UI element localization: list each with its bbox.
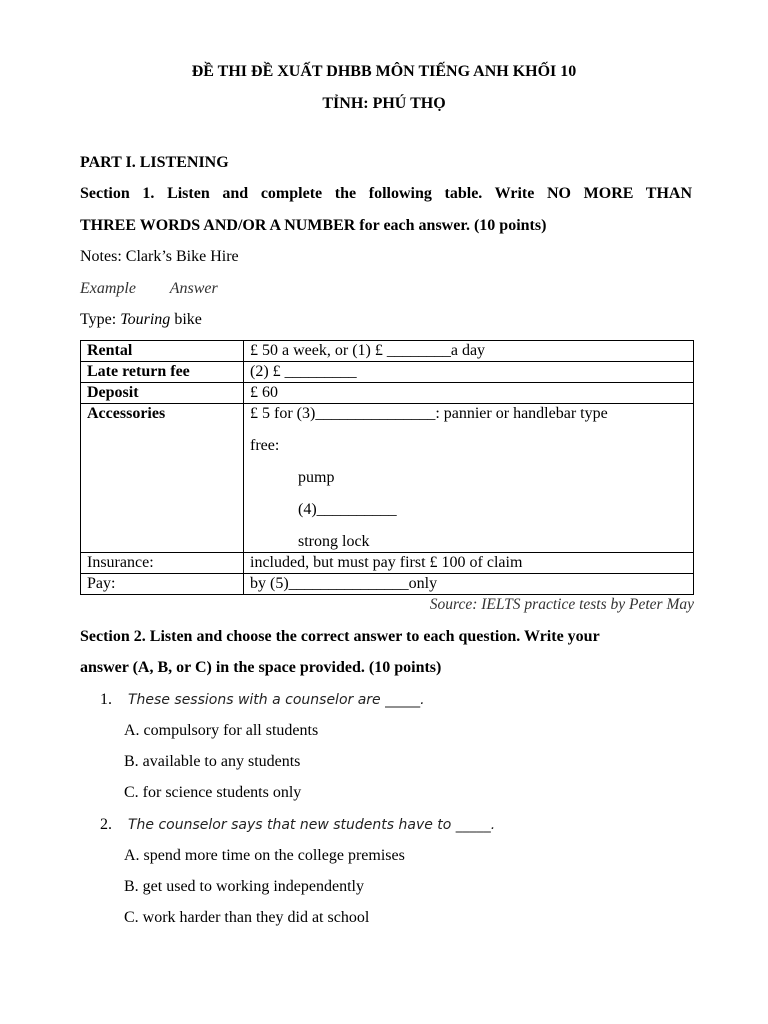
answer-label: Answer xyxy=(169,280,218,297)
accessories-line3: pump xyxy=(298,469,335,486)
insurance-value: included, but must pay first £ 100 of claim xyxy=(244,553,694,574)
question-1-option-c: C. for science students only xyxy=(124,784,302,801)
table-row-rental xyxy=(81,341,694,362)
table-row-accessories xyxy=(81,404,694,553)
accessories-line2: free: xyxy=(250,437,280,454)
section1-instruction-line2: THREE WORDS AND/OR A NUMBER for each answer. (10 points) xyxy=(80,217,547,234)
rental-value: £ 50 a week, or (1) £ ________a day xyxy=(244,341,694,362)
accessories-line5: strong lock xyxy=(298,533,370,550)
question-1-option-b: B. available to any students xyxy=(124,753,301,770)
type-prefix: Type: xyxy=(80,311,117,328)
insurance-key: Insurance: xyxy=(81,553,244,574)
question-number: 2. xyxy=(100,816,112,833)
question-text: These sessions with a counselor are _____. xyxy=(128,692,425,708)
section1-instruction-line1: Section 1. Listen and complete the following table. Write NO MORE THAN xyxy=(80,185,692,202)
question-number: 1. xyxy=(100,691,112,708)
source-citation: Source: IELTS practice tests by Peter May xyxy=(429,596,694,613)
deposit-value: £ 60 xyxy=(244,383,694,404)
pay-value: by (5)_______________only xyxy=(244,574,694,595)
table-row-insurance xyxy=(81,553,694,574)
pay-key: Pay: xyxy=(81,574,244,595)
example-row xyxy=(80,279,692,299)
notes-line: Notes: Clark’s Bike Hire xyxy=(80,248,239,265)
type-value: Touring xyxy=(120,311,171,328)
bike-hire-table xyxy=(80,340,694,595)
deposit-key: Deposit xyxy=(81,383,244,404)
rental-key: Rental xyxy=(81,341,244,362)
question-2 xyxy=(100,815,692,835)
accessories-line4: (4)__________ xyxy=(298,501,397,518)
example-label: Example xyxy=(80,280,136,297)
accessories-line1: £ 5 for (3)_______________: pannier or handlebar type xyxy=(250,405,608,422)
type-line xyxy=(80,310,692,330)
part-heading: PART I. LISTENING xyxy=(80,154,229,171)
province-title: TỈNH: PHÚ THỌ xyxy=(322,95,446,112)
document-title: ĐỀ THI ĐỀ XUẤT DHBB MÔN TIẾNG ANH KHỐI 10 xyxy=(191,63,577,80)
question-2-option-c: C. work harder than they did at school xyxy=(124,909,370,926)
question-1-option-a: A. compulsory for all students xyxy=(124,722,319,739)
type-suffix: bike xyxy=(174,311,202,328)
question-2-option-b: B. get used to working independently xyxy=(124,878,364,895)
question-2-option-a: A. spend more time on the college premises xyxy=(124,847,405,864)
question-text: The counselor says that new students have to _____. xyxy=(128,817,496,833)
late-fee-key: Late return fee xyxy=(81,362,244,383)
question-1 xyxy=(100,690,692,710)
section2-instruction-line1: Section 2. Listen and choose the correct answer to each question. Write your xyxy=(80,628,600,645)
table-row-late-fee xyxy=(81,362,694,383)
section2-instruction-line2: answer (A, B, or C) in the space provided. (10 points) xyxy=(80,659,442,676)
late-fee-value: (2) £ _________ xyxy=(244,362,694,383)
accessories-value xyxy=(244,404,694,553)
table-row-deposit xyxy=(81,383,694,404)
table-row-pay xyxy=(81,574,694,595)
accessories-key: Accessories xyxy=(81,404,244,553)
